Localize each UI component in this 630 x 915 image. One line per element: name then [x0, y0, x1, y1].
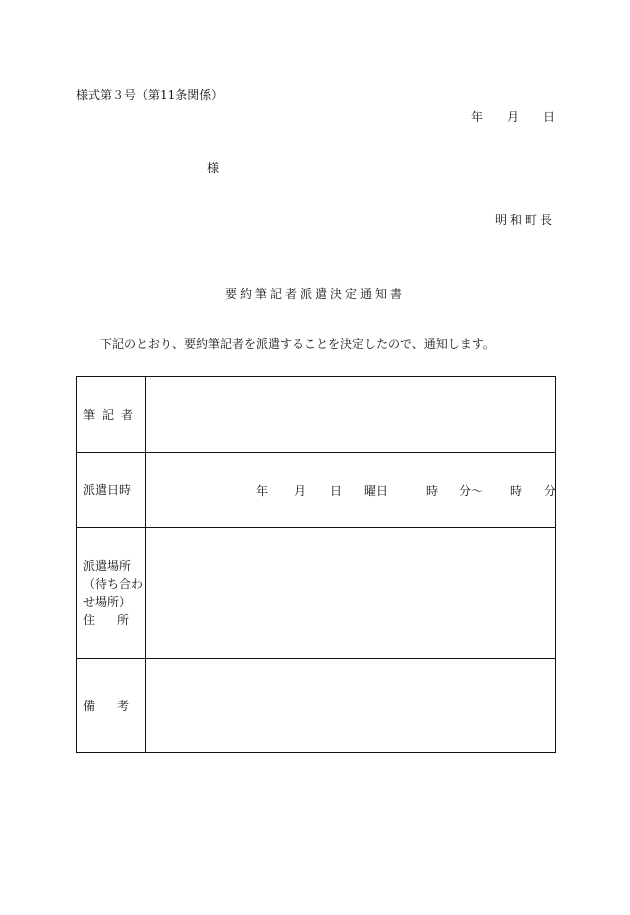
location-label-line: （待ち合わ [83, 577, 144, 591]
location-label [77, 528, 146, 659]
details-table [76, 376, 556, 753]
dt-minute-end: 分 [544, 484, 557, 498]
table-row-remarks [77, 659, 556, 753]
dt-minute-start: 分〜 [459, 484, 484, 498]
location-value[interactable] [146, 528, 556, 659]
table-row-location [77, 528, 556, 659]
writer-value[interactable] [146, 377, 556, 453]
document-title: 要約筆記者派遣決定通知書 [224, 287, 405, 301]
addressee-suffix: 様 [207, 161, 220, 175]
remarks-label-char: 備 [83, 698, 96, 713]
dt-year: 年 [256, 484, 269, 498]
address-label-char: 所 [116, 613, 129, 627]
remarks-label-char: 考 [116, 698, 129, 713]
writer-label-char: 記 [101, 407, 114, 422]
datetime-value[interactable] [146, 453, 556, 528]
address-label [83, 611, 129, 629]
writer-label [77, 377, 146, 453]
location-label-line: せ場所） [83, 595, 132, 609]
date-month: 月 [506, 110, 519, 124]
writer-label-char: 筆 [83, 407, 96, 422]
date-line [471, 108, 555, 125]
dt-hour-end: 時 [510, 484, 523, 498]
date-year: 年 [470, 110, 483, 124]
dt-hour-start: 時 [426, 484, 439, 498]
table-row-datetime [77, 453, 556, 528]
remarks-label [77, 659, 146, 753]
datetime-label: 派遣日時 [77, 453, 146, 528]
form-number: 様式第３号（第11条関係） [76, 88, 224, 102]
address-label-char: 住 [83, 613, 96, 627]
table-row-writer [77, 377, 556, 453]
dt-day: 日 [330, 484, 343, 498]
location-label-line: 派遣場所 [83, 559, 132, 573]
writer-label-char: 者 [120, 407, 133, 422]
body-text: 下記のとおり、要約筆記者を派遣することを決定したので、通知します。 [100, 337, 495, 351]
issuer-name: 明和町長 [494, 213, 555, 227]
date-day: 日 [542, 110, 555, 124]
dt-month: 月 [294, 484, 307, 498]
remarks-value[interactable] [146, 659, 556, 753]
dt-weekday: 曜日 [364, 484, 389, 498]
